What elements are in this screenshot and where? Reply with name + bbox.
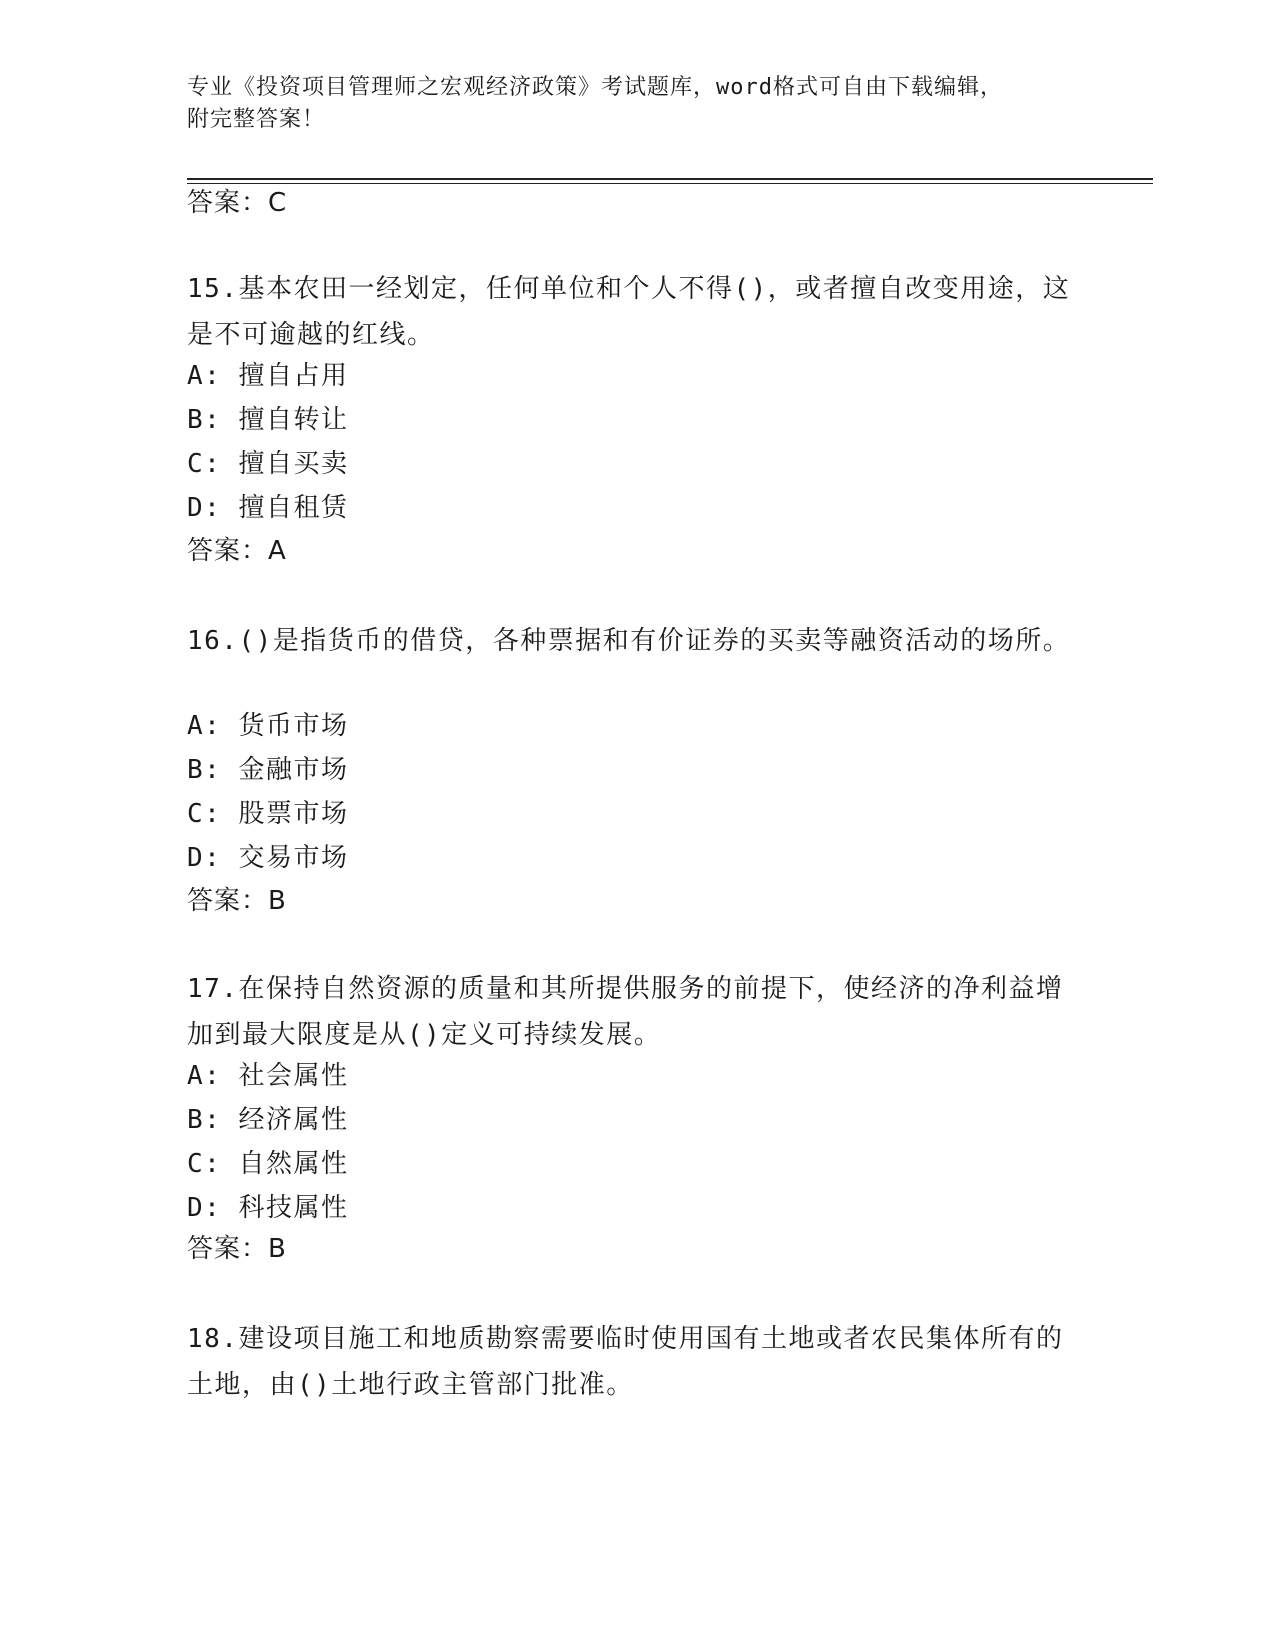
answer-label: 答案： [187, 188, 269, 218]
question-16-option-a: A: 货币市场 [187, 711, 349, 741]
document-header [187, 72, 1067, 136]
question-16-option-c: C: 股票市场 [187, 799, 349, 829]
question-15-text: 15.基本农田一经划定，任何单位和个人不得()，或者擅自改变用途，这是不可逾越的红线。 [187, 274, 1071, 350]
question-17-option-c: C: 自然属性 [187, 1149, 349, 1179]
answer-value: A [268, 536, 286, 566]
question-16-option-d: D: 交易市场 [187, 843, 349, 873]
question-15-answer [187, 534, 286, 568]
header-line-1: 专业《投资项目管理师之宏观经济政策》考试题库，word格式可自由下载编辑， [187, 75, 1003, 100]
question-16-option-b: B: 金融市场 [187, 755, 349, 785]
question-16-text: 16.()是指货币的借贷，各种票据和有价证券的买卖等融资活动的场所。 [187, 626, 1071, 656]
question-17-option-b: B: 经济属性 [187, 1105, 349, 1135]
question-15-option-d: D: 擅自租赁 [187, 493, 349, 523]
question-16-answer [187, 884, 286, 918]
question-17-text: 17.在保持自然资源的质量和其所提供服务的前提下，使经济的净利益增加到最大限度是从()定义可持续发展。 [187, 974, 1064, 1050]
answer-value: B [268, 1234, 286, 1264]
question-17-option-d: D: 科技属性 [187, 1193, 349, 1223]
question-17-option-a: A: 社会属性 [187, 1061, 349, 1091]
question-17-answer [187, 1232, 286, 1266]
question-15-option-b: B: 擅自转让 [187, 405, 349, 435]
answer-label: 答案： [187, 1234, 269, 1264]
answer-label: 答案： [187, 536, 269, 566]
answer-value: C [268, 188, 287, 218]
header-line-2: 附完整答案！ [187, 107, 326, 132]
question-15-option-a: A: 擅自占用 [187, 361, 349, 391]
answer-prev [187, 186, 286, 220]
question-15-option-c: C: 擅自买卖 [187, 449, 349, 479]
header-rule-thick [187, 178, 1153, 180]
answer-label: 答案： [187, 886, 269, 916]
header-rule-thin [187, 183, 1153, 184]
question-18-text: 18.建设项目施工和地质勘察需要临时使用国有土地或者农民集体所有的土地，由()土地行政主管部门批准。 [187, 1324, 1064, 1400]
answer-value: B [268, 886, 286, 916]
